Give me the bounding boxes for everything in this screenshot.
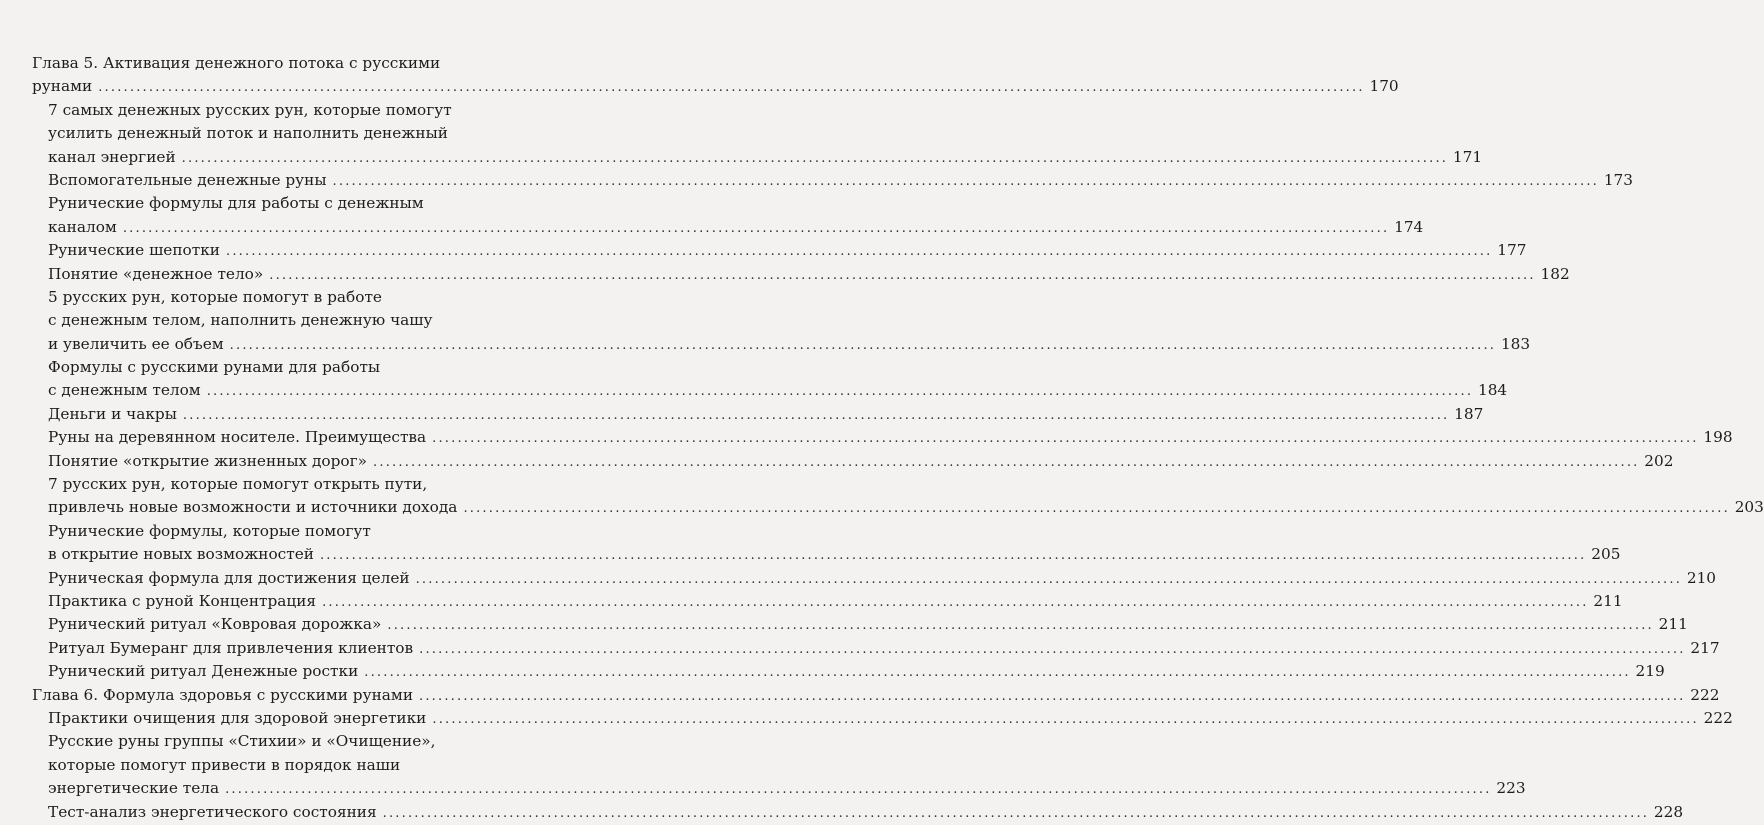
toc-entry-line: [0, 122, 483, 145]
toc-entry-line: [0, 426, 1733, 449]
toc-entry-line: [0, 169, 1634, 192]
toc-section-entry: [0, 801, 1684, 824]
toc-entry-title: рунами: [32, 77, 93, 96]
toc-entry-title: Рунические шепотки: [48, 241, 220, 260]
toc-entry-line: [0, 379, 1508, 402]
toc-entry-line: [0, 309, 483, 332]
toc-page-number: 211: [1593, 591, 1623, 610]
toc-entry-title: Практики очищения для здоровой энергетики: [48, 708, 427, 727]
toc-page-number: 174: [1394, 217, 1424, 236]
toc-entry-title: Деньги и чакры: [48, 404, 177, 423]
toc-page-number: 170: [1369, 77, 1399, 96]
toc-entry-title: Рунический ритуал «Ковровая дорожка»: [48, 615, 382, 634]
toc-entry-title: Рунические формулы для работы с денежным: [48, 194, 424, 213]
toc-entry-line: [0, 567, 1717, 590]
toc-entry-title: 7 самых денежных русских рун, которые помогут: [48, 100, 452, 119]
toc-section-entry: [0, 450, 1674, 473]
toc-entry-line: [0, 660, 1665, 683]
toc-entry-line: [0, 496, 1764, 519]
toc-entry-line: [0, 99, 483, 122]
toc-section-entry: [0, 192, 1424, 239]
toc-page-number: 223: [1496, 779, 1526, 798]
toc-entry-title: Формулы с русскими рунами для работы: [48, 358, 381, 377]
toc-entry-title: Рунические формулы, которые помогут: [48, 521, 371, 540]
toc-page-number: 228: [1653, 802, 1684, 821]
toc-chapter-entry: [0, 52, 1399, 99]
toc-entry-title: Тест-анализ энергетического состояния: [48, 802, 377, 821]
toc-entry-line: [0, 613, 1688, 636]
toc-section-entry: [0, 473, 1764, 520]
toc-entry-line: [0, 146, 1483, 169]
toc-entry-title: Русские руны группы «Стихии» и «Очищение»,: [48, 732, 436, 751]
toc-entry-title: Руническая формула для достижения целей: [48, 568, 410, 587]
toc-entry-line: [0, 356, 483, 379]
toc-entry-line: [0, 473, 483, 496]
toc-leader-dots: ........................................................................................................................................................................................................: [415, 571, 1683, 587]
toc-leader-dots: ........................................................................................................................................................................................................: [463, 501, 1730, 517]
toc-chapter-entry: [0, 684, 1720, 707]
toc-leader-dots: ........................................................................................................................................................................................................: [181, 150, 1449, 166]
toc-entry-title: Глава 5. Активация денежного потока с русскими: [32, 54, 441, 72]
toc-page-number: 205: [1591, 545, 1621, 564]
toc-leader-dots: ........................................................................................................................................................................................................: [419, 641, 1686, 657]
toc-leader-dots: ........................................................................................................................................................................................................: [182, 407, 1450, 423]
toc-page-number: 222: [1703, 708, 1733, 727]
toc-entry-line: [0, 707, 1733, 730]
toc-entry-title: которые помогут привести в порядок наши: [48, 755, 401, 774]
toc-entry-line: [0, 520, 483, 543]
toc-entry-line: [0, 263, 1570, 286]
toc-entry-title: 7 русских рун, которые помогут открыть пути,: [48, 475, 428, 494]
toc-leader-dots: ........................................................................................................................................................................................................: [373, 454, 1640, 470]
toc-section-entry: [0, 707, 1733, 730]
toc-entry-title: Рунический ритуал Денежные ростки: [48, 662, 359, 681]
toc-page-number: 202: [1644, 451, 1674, 470]
table-of-contents: [0, 52, 1764, 824]
toc-entry-title: Практика с руной Концентрация: [48, 591, 317, 610]
toc-entry-line: [0, 777, 1526, 800]
toc-section-entry: [0, 613, 1688, 636]
toc-page-number: 171: [1452, 147, 1483, 166]
toc-entry-title: 5 русских рун, которые помогут в работе: [48, 287, 382, 306]
toc-page-number: 182: [1540, 264, 1570, 283]
toc-entry-title: с денежным телом, наполнить денежную чашу: [48, 311, 433, 330]
toc-entry-line: [0, 754, 483, 777]
toc-page-number: 198: [1703, 428, 1733, 447]
toc-entry-title: и увеличить ее объем: [48, 334, 224, 353]
toc-leader-dots: ........................................................................................................................................................................................................: [322, 594, 1589, 610]
toc-entry-title: Вспомогательные денежные руны: [48, 170, 327, 189]
toc-entry-title: в открытие новых возможностей: [48, 545, 314, 564]
toc-section-entry: [0, 169, 1634, 192]
toc-entry-line: [0, 450, 1674, 473]
toc-leader-dots: ........................................................................................................................................................................................................: [364, 665, 1631, 681]
toc-entry-line: [0, 52, 483, 75]
toc-entry-line: [0, 801, 1684, 824]
toc-entry-title: усилить денежный поток и наполнить денежный: [48, 124, 448, 143]
toc-entry-title: привлечь новые возможности и источники дохода: [48, 498, 458, 517]
toc-entry-line: [0, 403, 1484, 426]
toc-page-number: 187: [1454, 404, 1484, 423]
toc-page-number: 217: [1690, 638, 1720, 657]
toc-entry-line: [0, 192, 483, 215]
toc-leader-dots: ........................................................................................................................................................................................................: [226, 244, 1493, 260]
toc-section-entry: [0, 730, 1526, 800]
toc-entry-line: [0, 75, 1399, 98]
toc-leader-dots: ........................................................................................................................................................................................................: [206, 384, 1474, 400]
toc-page-number: 203: [1734, 498, 1764, 517]
toc-entry-line: [0, 590, 1623, 613]
toc-entry-title: каналом: [48, 217, 117, 236]
toc-section-entry: [0, 239, 1527, 262]
toc-entry-line: [0, 333, 1531, 356]
toc-section-entry: [0, 567, 1717, 590]
toc-entry-line: [0, 684, 1720, 707]
toc-leader-dots: ........................................................................................................................................................................................................: [432, 711, 1699, 727]
toc-entry-title: Руны на деревянном носителе. Преимущества: [48, 428, 427, 447]
toc-entry-title: энергетические тела: [48, 779, 220, 798]
toc-leader-dots: ........................................................................................................................................................................................................: [382, 805, 1650, 821]
toc-entry-title: Глава 6. Формула здоровья с русскими рунами: [32, 685, 414, 704]
toc-leader-dots: ........................................................................................................................................................................................................: [98, 80, 1365, 96]
toc-leader-dots: ........................................................................................................................................................................................................: [332, 173, 1600, 189]
toc-entry-title: Понятие «денежное тело»: [48, 264, 264, 283]
toc-entry-line: [0, 216, 1424, 239]
toc-leader-dots: ........................................................................................................................................................................................................: [269, 267, 1536, 283]
toc-entry-title: Понятие «открытие жизненных дорог»: [48, 451, 368, 470]
toc-entry-line: [0, 286, 483, 309]
toc-entry-line: [0, 543, 1621, 566]
toc-page-number: 184: [1477, 381, 1508, 400]
toc-leader-dots: ........................................................................................................................................................................................................: [319, 548, 1587, 564]
toc-section-entry: [0, 403, 1484, 426]
toc-page-number: 183: [1500, 334, 1531, 353]
toc-page-number: 173: [1603, 170, 1634, 189]
toc-leader-dots: ........................................................................................................................................................................................................: [387, 618, 1654, 634]
toc-section-entry: [0, 263, 1570, 286]
toc-page-number: 222: [1690, 685, 1720, 704]
toc-entry-title: с денежным телом: [48, 381, 201, 400]
toc-section-entry: [0, 99, 1483, 169]
toc-entry-line: [0, 239, 1527, 262]
toc-section-entry: [0, 520, 1621, 567]
toc-section-entry: [0, 660, 1665, 683]
toc-leader-dots: ........................................................................................................................................................................................................: [419, 688, 1686, 704]
toc-page-number: 177: [1497, 241, 1527, 260]
toc-leader-dots: ........................................................................................................................................................................................................: [432, 431, 1699, 447]
toc-entry-line: [0, 730, 483, 753]
toc-section-entry: [0, 426, 1733, 449]
toc-page-number: 210: [1686, 568, 1717, 587]
toc-section-entry: [0, 356, 1508, 403]
toc-entry-title: канал энергией: [48, 147, 176, 166]
toc-leader-dots: ........................................................................................................................................................................................................: [122, 220, 1390, 236]
toc-leader-dots: ........................................................................................................................................................................................................: [229, 337, 1497, 353]
toc-page-number: 211: [1658, 615, 1688, 634]
toc-section-entry: [0, 286, 1531, 356]
toc-page-number: 219: [1635, 662, 1665, 681]
toc-leader-dots: ........................................................................................................................................................................................................: [225, 782, 1492, 798]
toc-entry-line: [0, 637, 1720, 660]
toc-entry-title: Ритуал Бумеранг для привлечения клиентов: [48, 638, 414, 657]
toc-section-entry: [0, 590, 1623, 613]
toc-section-entry: [0, 637, 1720, 660]
